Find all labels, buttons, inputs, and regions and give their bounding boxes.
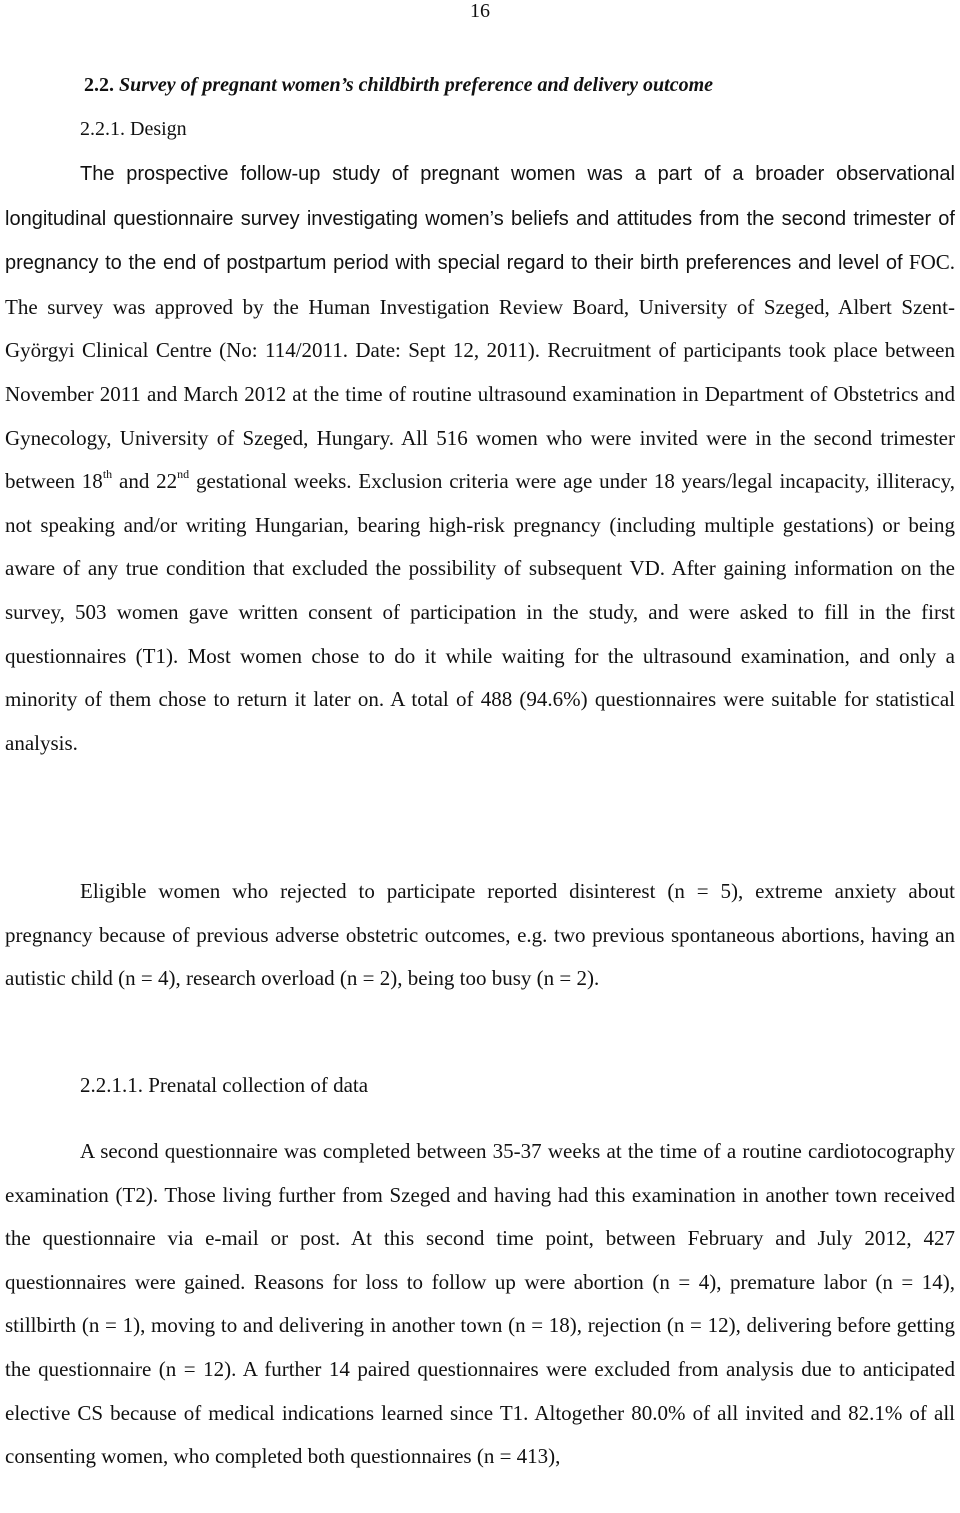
design-paragraph-text-b: FOC. The survey was approved by the Human Investigation Review Board, University of Szeged, Albert Szent-Györgyi Clinical Centre (No: 114/2011. Date: Sept 12, 2011). Recruitment of participants took place between November 2011 and March 2012 at the time of routine ultrasound examination in Department of Obstetrics and Gynecology, University of Szeged, Hungary. All 516 women who were invited were in the second trimester between 18 bbox=[5, 250, 956, 494]
prenatal-paragraph bbox=[5, 1130, 955, 1479]
prenatal-paragraph-text: A second questionnaire was completed between 35-37 weeks at the time of a routine cardiotocography examination (T2). Those living further from Szeged and having had this examination in another town received the questionnaire via e-mail or post. At this second time point, between February and July 2012, 427 questionnaires were gained. Reasons for loss to follow up were abortion (n = 4), premature labor (n = 14), stillbirth (n = 1), moving to and delivering in another town (n = 18), rejection (n = 12), delivering before getting the questionnaire (n = 12). A further 14 paired questionnaires were excluded from analysis due to anticipated elective CS because of medical indications learned since T1. Altogether 80.0% of all invited and 82.1% of all consenting women, who completed both questionnaires (n = 413), bbox=[5, 1139, 955, 1469]
section-title: Survey of pregnant women’s childbirth preference and delivery outcome bbox=[119, 74, 714, 96]
rejection-paragraph bbox=[5, 870, 955, 1001]
design-paragraph-text-a: The prospective follow-up study of pregnant women was a part of a broader observational longitudinal questionnaire survey investigating women’s beliefs and attitudes from the second trimester of pregnancy to the end of postpartum period with special regard to their birth preferences and level of bbox=[5, 163, 955, 275]
superscript-nd: nd bbox=[177, 467, 190, 482]
page-number: 16 bbox=[470, 0, 490, 22]
design-paragraph bbox=[5, 152, 955, 765]
section-number: 2.2. bbox=[84, 74, 114, 96]
rejection-paragraph-text: Eligible women who rejected to participate reported disinterest (n = 5), extreme anxiety about pregnancy because of previous adverse obstetric outcomes, e.g. two previous spontaneous abortions, having an autistic child (n = 4), research overload (n = 2), being too busy (n = 2). bbox=[5, 879, 955, 991]
subsubsection-heading: 2.2.1.1. Prenatal collection of data bbox=[80, 1073, 369, 1097]
superscript-th: th bbox=[102, 467, 113, 482]
design-paragraph-text-d: gestational weeks. Exclusion criteria were age under 18 years/legal incapacity, illiteracy, not speaking and/or writing Hungarian, bearing high-risk pregnancy (including multiple gestations) or being aware of any true condition that excluded the possibility of subsequent VD. After gaining information on the survey, 503 women gave written consent of participation in the study, and were asked to fill in the first questionnaires (T1). Most women chose to do it while waiting for the ultrasound examination, and only a minority of them chose to return it later on. A total of 488 (94.6%) questionnaires were suitable for statistical analysis. bbox=[5, 469, 955, 755]
subsection-heading: 2.2.1. Design bbox=[80, 118, 187, 140]
section-heading bbox=[84, 74, 713, 97]
design-paragraph-text-c: and 22 bbox=[119, 469, 178, 494]
